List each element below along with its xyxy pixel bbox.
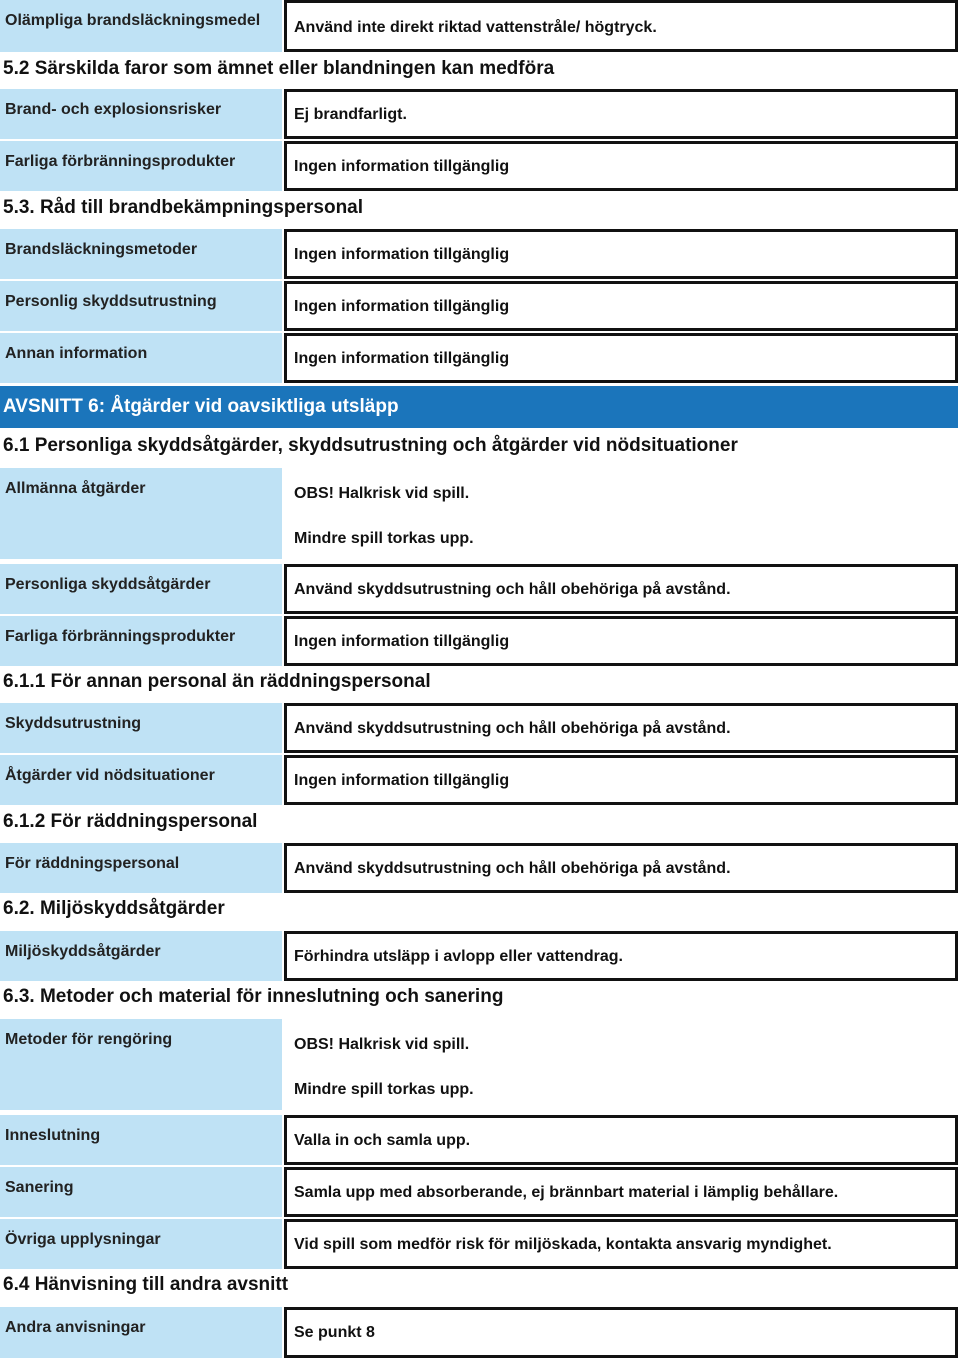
field-row <box>0 1167 960 1217</box>
field-value: Använd inte direkt riktad vattenstråle/ högtryck. <box>284 0 958 52</box>
subsection-heading-6-2: 6.2. Miljöskyddsåtgärder <box>3 898 225 919</box>
subsection-heading-5-3: 5.3. Råd till brandbekämpningspersonal <box>3 197 364 218</box>
field-label: Skyddsutrustning <box>0 703 282 753</box>
field-value-line: OBS! Halkrisk vid spill. <box>294 485 470 502</box>
field-value-line: Mindre spill torkas upp. <box>294 1081 474 1098</box>
field-value: Ingen information tillgänglig <box>284 141 958 191</box>
field-value: Samla upp med absorberande, ej brännbart material i lämplig behållare. <box>284 1167 958 1217</box>
field-row <box>0 703 960 753</box>
field-label: Miljöskyddsåtgärder <box>0 931 282 981</box>
field-row <box>0 1115 960 1165</box>
field-row <box>0 281 960 331</box>
field-value: Använd skyddsutrustning och håll obehöriga på avstånd. <box>284 843 958 893</box>
field-value: Se punkt 8 <box>284 1307 958 1358</box>
field-row <box>0 1019 960 1110</box>
field-label: För räddningspersonal <box>0 843 282 893</box>
subsection-heading-6-4: 6.4 Hänvisning till andra avsnitt <box>3 1274 289 1295</box>
subsection-heading-6-1-2: 6.1.2 För räddningspersonal <box>3 811 258 832</box>
field-label: Åtgärder vid nödsituationer <box>0 755 282 805</box>
field-value: Ingen information tillgänglig <box>284 229 958 279</box>
field-row <box>0 843 960 893</box>
field-value: Ej brandfarligt. <box>284 89 958 139</box>
field-label: Övriga upplysningar <box>0 1219 282 1269</box>
field-value: Vid spill som medför risk för miljöskada, kontakta ansvarig myndighet. <box>284 1219 958 1269</box>
field-row <box>0 89 960 139</box>
field-value-multiline <box>284 1019 958 1110</box>
field-row <box>0 1219 960 1269</box>
field-label: Brandsläckningsmetoder <box>0 229 282 279</box>
field-label: Andra anvisningar <box>0 1307 282 1358</box>
field-value: Ingen information tillgänglig <box>284 616 958 666</box>
field-label: Personliga skyddsåtgärder <box>0 564 282 614</box>
field-row <box>0 0 960 52</box>
field-row <box>0 229 960 279</box>
subsection-heading-6-1-1: 6.1.1 För annan personal än räddningspersonal <box>3 671 431 692</box>
field-label: Brand- och explosionsrisker <box>0 89 282 139</box>
field-value: Valla in och samla upp. <box>284 1115 958 1165</box>
field-value-multiline <box>284 468 958 559</box>
subsection-heading-6-3: 6.3. Metoder och material för inneslutning och sanering <box>3 986 504 1007</box>
subsection-heading-6-1: 6.1 Personliga skyddsåtgärder, skyddsutrustning och åtgärder vid nödsituationer <box>3 435 738 456</box>
field-value: Ingen information tillgänglig <box>284 333 958 383</box>
field-label: Allmänna åtgärder <box>0 468 282 559</box>
field-label: Olämpliga brandsläckningsmedel <box>0 0 282 52</box>
field-label: Sanering <box>0 1167 282 1217</box>
field-row <box>0 616 960 666</box>
field-value-line: OBS! Halkrisk vid spill. <box>294 1036 470 1053</box>
field-row <box>0 141 960 191</box>
field-row <box>0 931 960 981</box>
field-value-line: Mindre spill torkas upp. <box>294 530 474 547</box>
field-value: Ingen information tillgänglig <box>284 281 958 331</box>
subsection-heading-5-2: 5.2 Särskilda faror som ämnet eller blandningen kan medföra <box>3 58 555 79</box>
field-row <box>0 564 960 614</box>
section-6-header: AVSNITT 6: Åtgärder vid oavsiktliga utsläpp <box>0 386 958 428</box>
field-label: Annan information <box>0 333 282 383</box>
field-value: Ingen information tillgänglig <box>284 755 958 805</box>
field-value: Använd skyddsutrustning och håll obehöriga på avstånd. <box>284 703 958 753</box>
field-row <box>0 333 960 383</box>
field-value: Använd skyddsutrustning och håll obehöriga på avstånd. <box>284 564 958 614</box>
field-label: Farliga förbränningsprodukter <box>0 141 282 191</box>
field-row <box>0 755 960 805</box>
field-label: Farliga förbränningsprodukter <box>0 616 282 666</box>
field-label: Metoder för rengöring <box>0 1019 282 1110</box>
field-label: Inneslutning <box>0 1115 282 1165</box>
field-row <box>0 468 960 559</box>
field-value: Förhindra utsläpp i avlopp eller vattendrag. <box>284 931 958 981</box>
field-label: Personlig skyddsutrustning <box>0 281 282 331</box>
field-row <box>0 1307 960 1358</box>
